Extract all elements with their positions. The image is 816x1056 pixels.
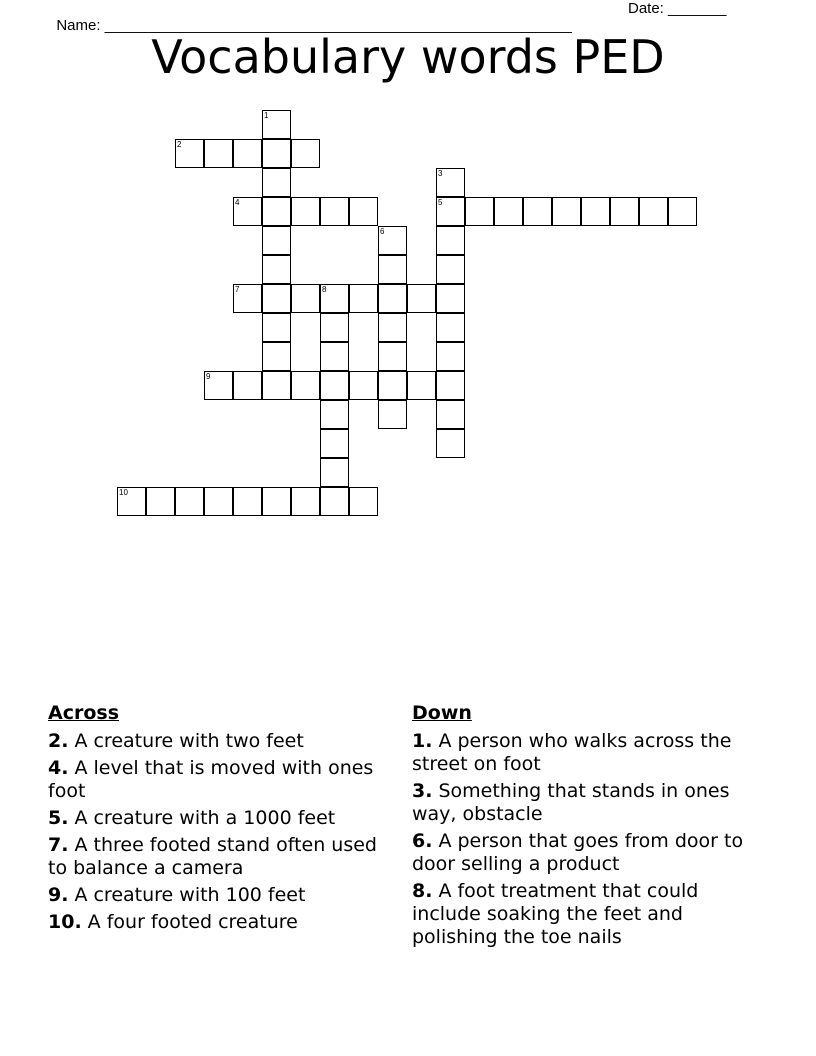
page-title: Vocabulary words PED [151,30,665,84]
crossword-cell[interactable] [668,197,697,226]
crossword-cell[interactable] [320,284,349,313]
clue-number: 8. [412,880,433,902]
cell-number: 3 [438,169,443,178]
crossword-cell[interactable] [146,487,175,516]
crossword-cell[interactable] [320,487,349,516]
crossword-cell[interactable] [436,197,465,226]
clue-number: 1. [412,730,433,752]
cell-number: 10 [119,488,128,497]
cell-number: 7 [235,285,240,294]
crossword-cell[interactable] [320,342,349,371]
crossword-cell[interactable] [378,400,407,429]
crossword-cell[interactable] [117,487,146,516]
clue-number: 2. [48,730,69,752]
crossword-cell[interactable] [233,139,262,168]
crossword-cell[interactable] [262,168,291,197]
crossword-cell[interactable] [262,226,291,255]
clue-text: A person who walks across the street on foot [412,730,732,775]
crossword-cell[interactable] [262,197,291,226]
crossword-cell[interactable] [204,371,233,400]
crossword-cell[interactable] [436,313,465,342]
crossword-cell[interactable] [581,197,610,226]
clue-text: A foot treatment that could include soaking the feet and polishing the toe nails [412,880,699,948]
crossword-cell[interactable] [610,197,639,226]
crossword-cell[interactable] [320,371,349,400]
down-clue [412,880,752,949]
crossword-cell[interactable] [175,487,204,516]
crossword-cell[interactable] [320,429,349,458]
crossword-cell[interactable] [436,168,465,197]
crossword-cell[interactable] [465,197,494,226]
down-heading: Down [412,702,472,724]
clue-number: 3. [412,780,433,802]
clue-number: 9. [48,884,69,906]
cell-number: 5 [438,198,443,207]
crossword-cell[interactable] [639,197,668,226]
clue-text: A level that is moved with ones foot [48,757,374,802]
clue-number: 10. [48,911,82,933]
clue-text: A creature with 100 feet [74,884,306,906]
cell-number: 9 [206,372,211,381]
crossword-cell[interactable] [378,226,407,255]
crossword-cell[interactable] [320,313,349,342]
clue-number: 6. [412,830,433,852]
crossword-cell[interactable] [378,342,407,371]
crossword-cell[interactable] [378,371,407,400]
crossword-cell[interactable] [262,371,291,400]
down-clue [412,730,752,776]
crossword-cell[interactable] [378,284,407,313]
crossword-cell[interactable] [262,110,291,139]
cell-number: 8 [322,285,327,294]
crossword-cell[interactable] [494,197,523,226]
clue-text: A creature with a 1000 feet [74,807,336,829]
crossword-cell[interactable] [233,197,262,226]
crossword-cell[interactable] [233,371,262,400]
crossword-cell[interactable] [349,371,378,400]
clue-number: 5. [48,807,69,829]
crossword-cell[interactable] [407,284,436,313]
crossword-cell[interactable] [262,313,291,342]
across-clue [48,884,378,907]
crossword-cell[interactable] [262,255,291,284]
crossword-cell[interactable] [436,255,465,284]
crossword-cell[interactable] [378,255,407,284]
clue-number: 4. [48,757,69,779]
crossword-cell[interactable] [436,342,465,371]
across-clue [48,730,378,753]
crossword-cell[interactable] [233,284,262,313]
cell-number: 1 [264,111,269,120]
down-clue [412,780,752,826]
across-clue [48,834,378,880]
clue-text: A four footed creature [87,911,298,933]
crossword-cell[interactable] [262,487,291,516]
crossword-cell[interactable] [320,400,349,429]
crossword-cell[interactable] [262,342,291,371]
crossword-cell[interactable] [349,487,378,516]
crossword-cell[interactable] [436,400,465,429]
down-clues [412,702,752,953]
crossword-cell[interactable] [436,226,465,255]
clue-text: Something that stands in ones way, obstacle [412,780,730,825]
name-field[interactable]: Name: ________________________________________________________ [56,17,572,34]
crossword-cell[interactable] [436,284,465,313]
crossword-cell[interactable] [291,284,320,313]
crossword-cell[interactable] [436,371,465,400]
date-field[interactable]: Date: _______ [628,0,727,17]
cell-number: 6 [380,227,385,236]
crossword-cell[interactable] [349,284,378,313]
crossword-cell[interactable] [204,487,233,516]
clue-text: A three footed stand often used to balance a camera [48,834,377,879]
down-clue [412,830,752,876]
crossword-cell[interactable] [523,197,552,226]
across-heading: Across [48,702,120,724]
clue-text: A person that goes from door to door selling a product [412,830,744,875]
crossword-cell[interactable] [291,197,320,226]
crossword-cell[interactable] [320,197,349,226]
cell-number: 2 [177,140,182,149]
crossword-cell[interactable] [291,487,320,516]
cell-number: 4 [235,198,240,207]
crossword-cell[interactable] [291,139,320,168]
crossword-cell[interactable] [262,284,291,313]
crossword-cell[interactable] [175,139,204,168]
clue-text: A creature with two feet [74,730,304,752]
crossword-cell[interactable] [204,139,233,168]
across-clue [48,757,378,803]
crossword-cell[interactable] [320,458,349,487]
clue-number: 7. [48,834,69,856]
crossword-cell[interactable] [407,371,436,400]
crossword-cell[interactable] [291,371,320,400]
across-clue [48,911,378,934]
crossword-cell[interactable] [262,139,291,168]
crossword-cell[interactable] [436,429,465,458]
across-clue [48,807,378,830]
crossword-cell[interactable] [552,197,581,226]
crossword-cell[interactable] [378,313,407,342]
crossword-cell[interactable] [233,487,262,516]
across-clues [48,702,378,938]
crossword-cell[interactable] [349,197,378,226]
